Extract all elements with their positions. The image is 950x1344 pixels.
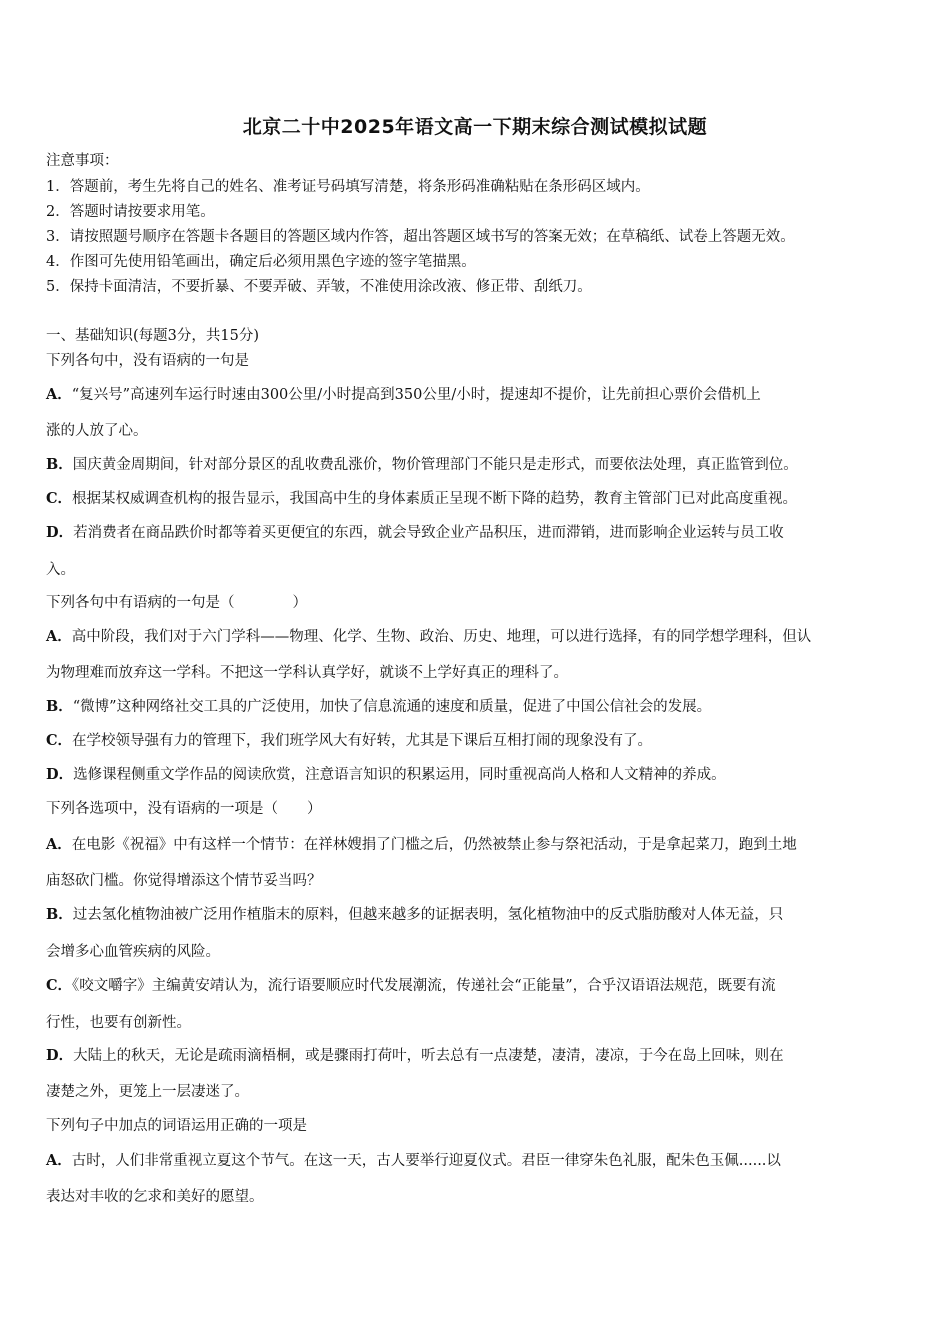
option-label: A． [46, 1152, 72, 1169]
option-label: D． [46, 524, 74, 541]
q1-option-c [46, 489, 797, 509]
q2-stem: 下列各句中有语病的一句是（ ） [46, 595, 307, 611]
option-text: 大陆上的秋天，无论是疏雨滴梧桐，或是骤雨打荷叶，听去总有一点凄楚，凄清，凄凉，于今在岛上回味，则在 [73, 1048, 784, 1064]
note-item-3: 3．请按照题号顺序在答题卡各题目的答题区域内作答，超出答题区域书写的答案无效；在草稿纸、试卷上答题无效。 [46, 229, 795, 245]
notes-heading: 注意事项： [46, 153, 119, 169]
option-text: 在电影《祝福》中有这样一个情节：在祥林嫂捐了门槛之后，仍然被禁止参与祭祀活动，于是拿起菜刀，跑到土地 [71, 837, 797, 853]
q1-option-d-cont: 入。 [46, 562, 75, 578]
option-label: B． [46, 906, 73, 923]
option-text: 根据某权威调查机构的报告显示，我国高中生的身体素质正呈现不断下降的趋势，教育主管部门已对此高度重视。 [72, 491, 798, 507]
q2-option-c [46, 731, 652, 751]
option-text: “微博”这种网络社交工具的广泛使用，加快了信息流通的速度和质量，促进了中国公信社会的发展。 [72, 699, 712, 715]
q2-option-b [46, 697, 711, 717]
q3-option-a-cont: 庙怒砍门槛。你觉得增添这个情节妥当吗？ [46, 873, 322, 889]
option-label: D． [46, 1047, 74, 1064]
option-text: 在学校领导强有力的管理下，我们班学风大有好转，尤其是下课后互相打闹的现象没有了。 [72, 733, 653, 749]
note-item-5: 5．保持卡面清洁，不要折暴、不要弄破、弄皱，不准使用涂改液、修正带、刮纸刀。 [46, 279, 592, 295]
option-label: B． [46, 698, 73, 715]
q4-option-a [46, 1151, 781, 1171]
option-text: 《咬文嚼字》主编黄安靖认为，流行语要顺应时代发展潮流，传递社会“正能量”，合乎汉语语法规范，既要有流 [72, 978, 776, 994]
option-label: C． [46, 977, 73, 994]
option-label: C． [46, 732, 73, 749]
option-text: 过去氢化植物油被广泛用作植脂末的原料，但越来越多的证据表明，氢化植物油中的反式脂肪酸对人体无益，只 [72, 907, 784, 923]
option-text: 若消费者在商品跌价时都等着买更便宜的东西，就会导致企业产品积压，进而滞销，进而影响企业运转与员工收 [73, 525, 784, 541]
q2-option-d [46, 765, 726, 785]
q3-option-b [46, 905, 783, 925]
q2-option-a-cont: 为物理难而放弃这一学科。不把这一学科认真学好，就谈不上学好真正的理科了。 [46, 665, 568, 681]
q1-option-d [46, 523, 784, 543]
q3-option-c-cont: 行性，也要有创新性。 [46, 1015, 191, 1031]
q2-option-a [46, 627, 811, 647]
option-text: “复兴号”高速列车运行时速由300公里/小时提高到350公里/小时，提速却不提价，让先前担心票价会借机上 [71, 387, 761, 403]
option-label: A． [46, 386, 72, 403]
option-text: 古时，人们非常重视立夏这个节气。在这一天，古人要举行迎夏仪式。君臣一律穿朱色礼服，配朱色玉佩......以 [71, 1153, 781, 1169]
note-item-4: 4．作图可先使用铅笔画出，确定后必须用黑色字迹的签字笔描黑。 [46, 254, 476, 270]
note-item-1: 1．答题前，考生先将自己的姓名、准考证号码填写清楚，将条形码准确粘贴在条形码区域内。 [46, 179, 650, 195]
q3-option-c [46, 976, 776, 996]
q3-option-a [46, 835, 797, 855]
option-text: 选修课程侧重文学作品的阅读欣赏，注意语言知识的积累运用，同时重视高尚人格和人文精神的养成。 [73, 767, 726, 783]
q3-option-b-cont: 会增多心血管疾病的风险。 [46, 944, 220, 960]
note-item-2: 2．答题时请按要求用笔。 [46, 204, 215, 220]
q1-option-b [46, 455, 798, 475]
option-label: A． [46, 836, 72, 853]
option-label: B． [46, 456, 73, 473]
q1-option-a-cont: 涨的人放了心。 [46, 423, 148, 439]
option-label: D． [46, 766, 74, 783]
option-label: C． [46, 490, 73, 507]
exam-title: 北京二十中2025年语文高一下期末综合测试模拟试题 [242, 116, 708, 138]
q1-option-a [46, 385, 761, 405]
q1-stem: 下列各句中，没有语病的一句是 [46, 353, 249, 369]
option-text: 高中阶段，我们对于六门学科——物理、化学、生物、政治、历史、地理，可以进行选择，有的同学想学理科，但认 [71, 629, 812, 645]
q3-option-d-cont: 凄楚之外，更笼上一层凄迷了。 [46, 1084, 249, 1100]
section-heading: 一、基础知识(每题3分，共15分) [46, 328, 259, 344]
option-text: 国庆黄金周期间，针对部分景区的乱收费乱涨价，物价管理部门不能只是走形式，而要依法处理，真正监管到位。 [72, 457, 798, 473]
option-label: A． [46, 628, 72, 645]
q3-stem: 下列各选项中，没有语病的一项是（ ） [46, 801, 322, 817]
q3-option-d [46, 1046, 784, 1066]
q4-stem: 下列句子中加点的词语运用正确的一项是 [46, 1118, 307, 1134]
q4-option-a-cont: 表达对丰收的乞求和美好的愿望。 [46, 1189, 264, 1205]
